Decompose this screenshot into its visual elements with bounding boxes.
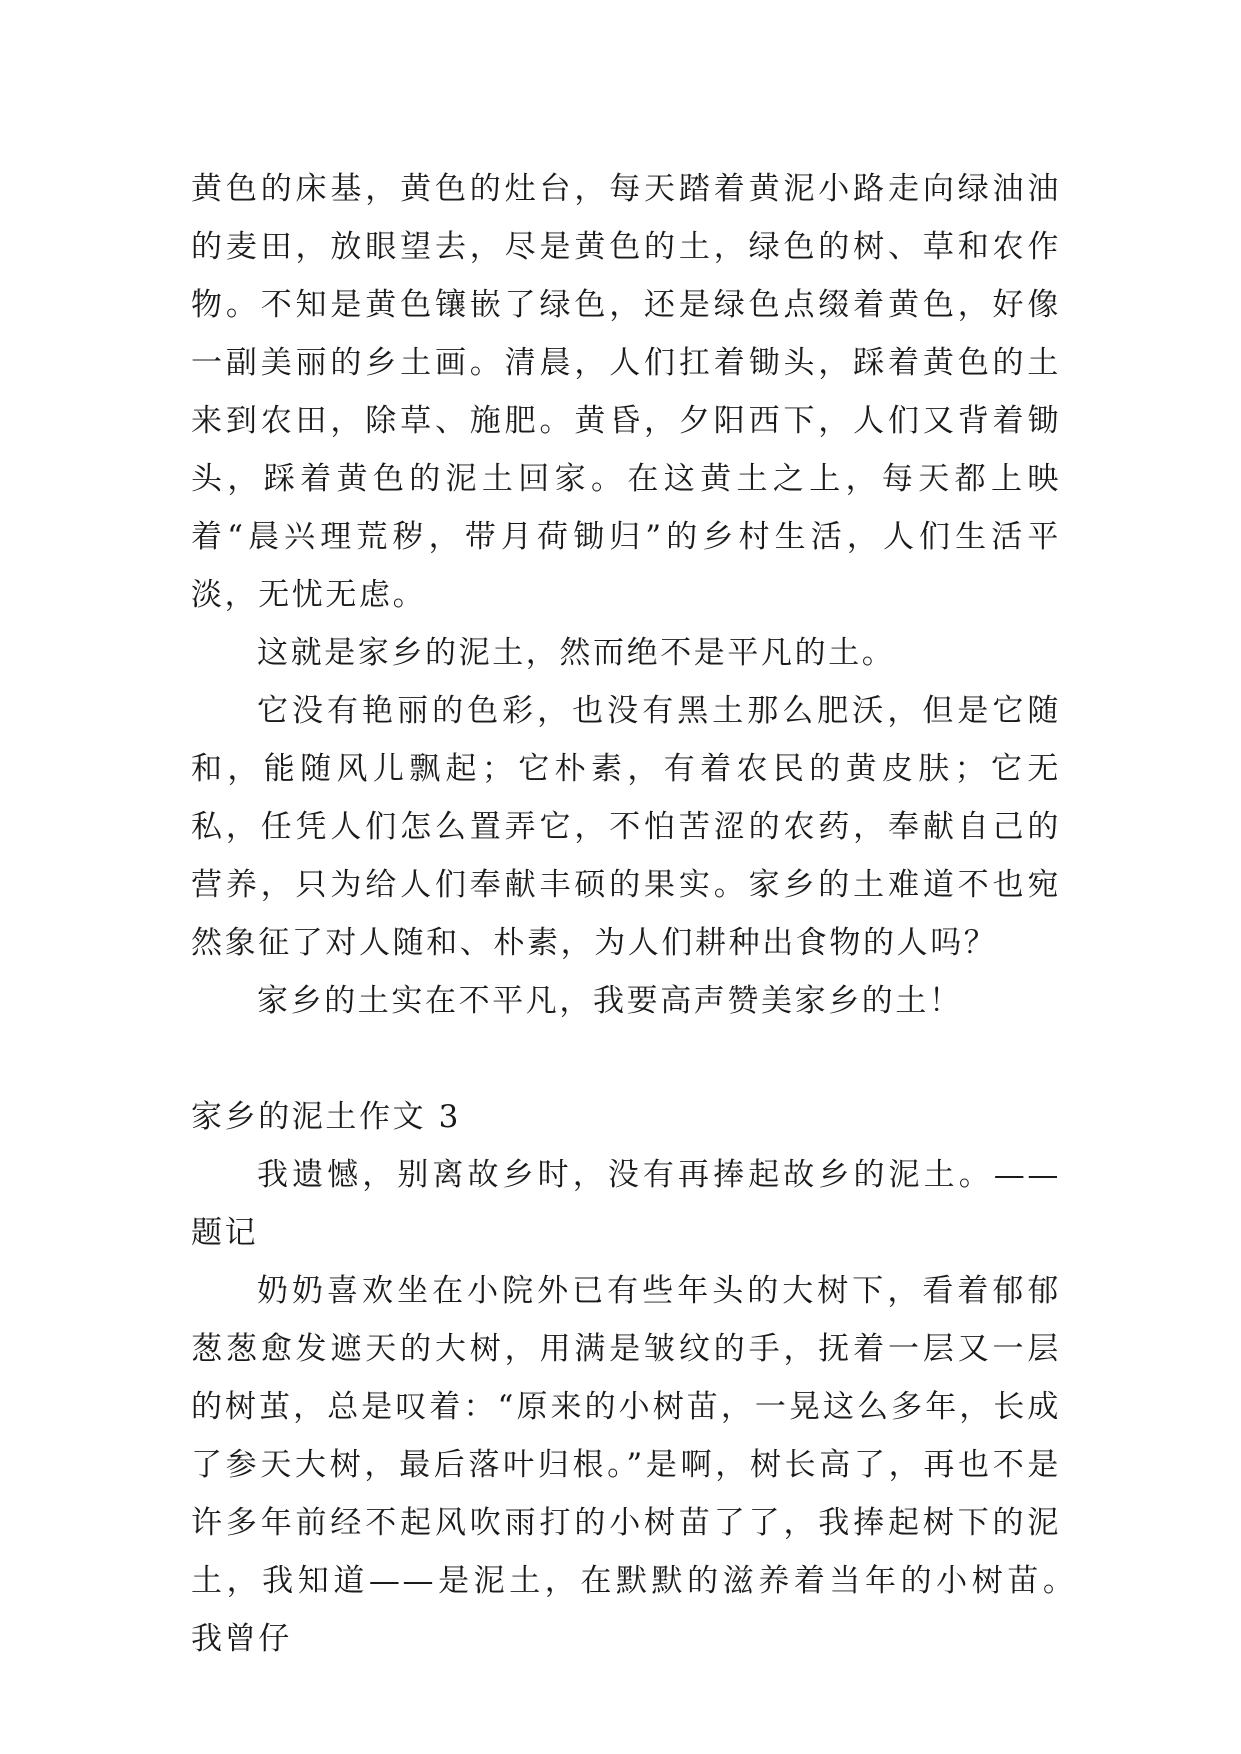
paragraph: 黄色的床基，黄色的灶台，每天踏着黄泥小路走向绿油油的麦田，放眼望去，尽是黄色的土，绿色的树、草和农作物。不知是黄色镶嵌了绿色，还是绿色点缀着黄色，好像一副美丽的乡土画。清晨，人们扛着锄头，踩着黄色的土来到农田，除草、施肥。黄昏，夕阳西下，人们又背着锄头，踩着黄色的泥土回家。在这黄土之上，每天都上映着“晨兴理荒秽，带月荷锄归”的乡村生活，人们生活平淡，无忧无虑。 [191,171,1061,613]
paragraph: 这就是家乡的泥土，然而绝不是平凡的土。 [257,635,896,671]
paragraph: 家乡的土实在不平凡，我要高声赞美家乡的土！ [257,983,963,1019]
essay-body [191,160,1095,1668]
section-heading: 家乡的泥土作文 3 [191,1099,461,1135]
paragraph: 奶奶喜欢坐在小院外已有些年头的大树下，看着郁郁葱葱愈发遮天的大树，用满是皱纹的手，抚着一层又一层的树茧，总是叹着：“原来的小树苗，一晃这么多年，长成了参天大树，最后落叶归根。”是啊，树长高了，再也不是许多年前经不起风吹雨打的小树苗了了，我捧起树下的泥土，我知道——是泥土，在默默的滋养着当年的小树苗。 我曾仔 [191,1273,1095,1657]
section-spacer [191,1030,1061,1088]
paragraph: 它没有艳丽的色彩，也没有黑土那么肥沃，但是它随和，能随风儿飘起；它朴素，有着农民的黄皮肤；它无私，任凭人们怎么置弄它，不怕苦涩的农药，奉献自己的营养，只为给人们奉献丰硕的果实。家乡的土难道不也宛然象征了对人随和、朴素，为人们耕种出食物的人吗？ [191,693,1061,961]
paragraph: 我遗憾，别离故乡时，没有再捧起故乡的泥土。——题记 [191,1157,1061,1251]
